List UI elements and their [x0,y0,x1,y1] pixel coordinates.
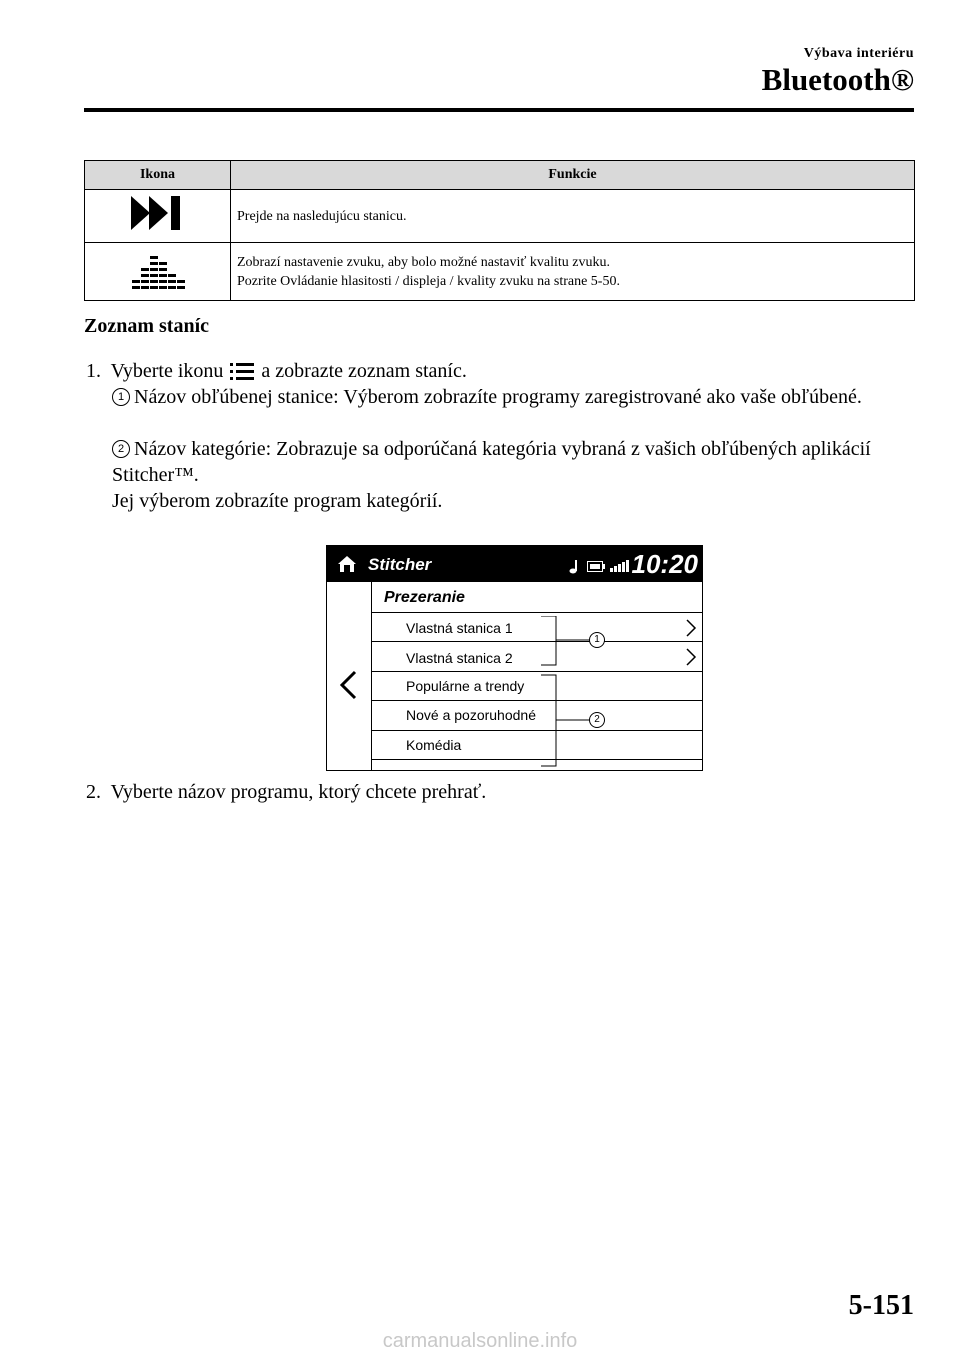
list-item[interactable]: Populárne a trendy [406,678,525,694]
section-label: Výbava interiéru [803,46,914,61]
callout-lines [537,616,597,771]
function-table [84,160,915,301]
step-2: 2. Vyberte názov programu, ktorý chcete prehrať. [86,781,487,803]
status-bar [327,546,702,582]
note-2: 2 Názov kategórie: Zobrazuje sa odporúčaná kategória vybraná z vašich obľúbených aplikácií Stitcher™. [112,438,871,486]
equalizer-icon-cell [85,243,231,301]
divider [372,612,702,613]
step-1: 1. Vyberte ikonu a zobrazte zoznam staníc. [86,360,467,382]
table-row [85,190,915,243]
skip-next-icon-cell [85,190,231,243]
page-title: Bluetooth® [761,62,914,97]
section-heading: Zoznam staníc [84,315,209,337]
music-note-icon [569,560,579,574]
function-text: Zobrazí nastavenie zvuku, aby bolo možné nastaviť kvalitu zvuku. Pozrite Ovládanie hlasitosti / displeja / kvality zvuku na strane 5-50. [231,243,915,301]
skip-next-icon [129,194,187,232]
page-number: 5-151 [848,1290,914,1321]
signal-icon [610,560,630,572]
note-3: Jej výberom zobrazíte program kategórií. [112,490,443,512]
table-row [85,243,915,301]
back-button[interactable] [327,582,372,770]
chevron-right-icon[interactable] [685,618,697,638]
col-header-function: Funkcie [231,161,915,190]
watermark: carmanualsonline.info [382,1330,578,1352]
note-1: 1 Názov obľúbenej stanice: Výberom zobrazíte programy zaregistrované ako vaše obľúbené. [112,384,902,410]
col-header-icon: Ikona [85,161,231,190]
callout-mark: 2 [112,440,130,458]
callout-1: 1 [589,632,605,648]
chevron-left-icon [338,670,358,700]
battery-icon [587,561,605,572]
list-title: Prezeranie [384,589,465,606]
callout-2: 2 [589,712,605,728]
chevron-right-icon[interactable] [685,647,697,667]
list-item[interactable]: Vlastná stanica 2 [406,650,513,666]
list-item[interactable]: Nové a pozoruhodné [406,707,536,723]
stitcher-screen [326,545,703,771]
header-rule [84,108,914,112]
list-item[interactable]: Vlastná stanica 1 [406,620,513,636]
clock: 10:20 [631,549,698,579]
home-icon[interactable] [337,555,357,573]
equalizer-icon [130,247,186,291]
callout-mark: 1 [112,388,130,406]
app-title: Stitcher [368,555,432,574]
list-icon [230,361,254,383]
function-text: Prejde na nasledujúcu stanicu. [231,190,915,243]
list-item[interactable]: Komédia [406,737,462,753]
